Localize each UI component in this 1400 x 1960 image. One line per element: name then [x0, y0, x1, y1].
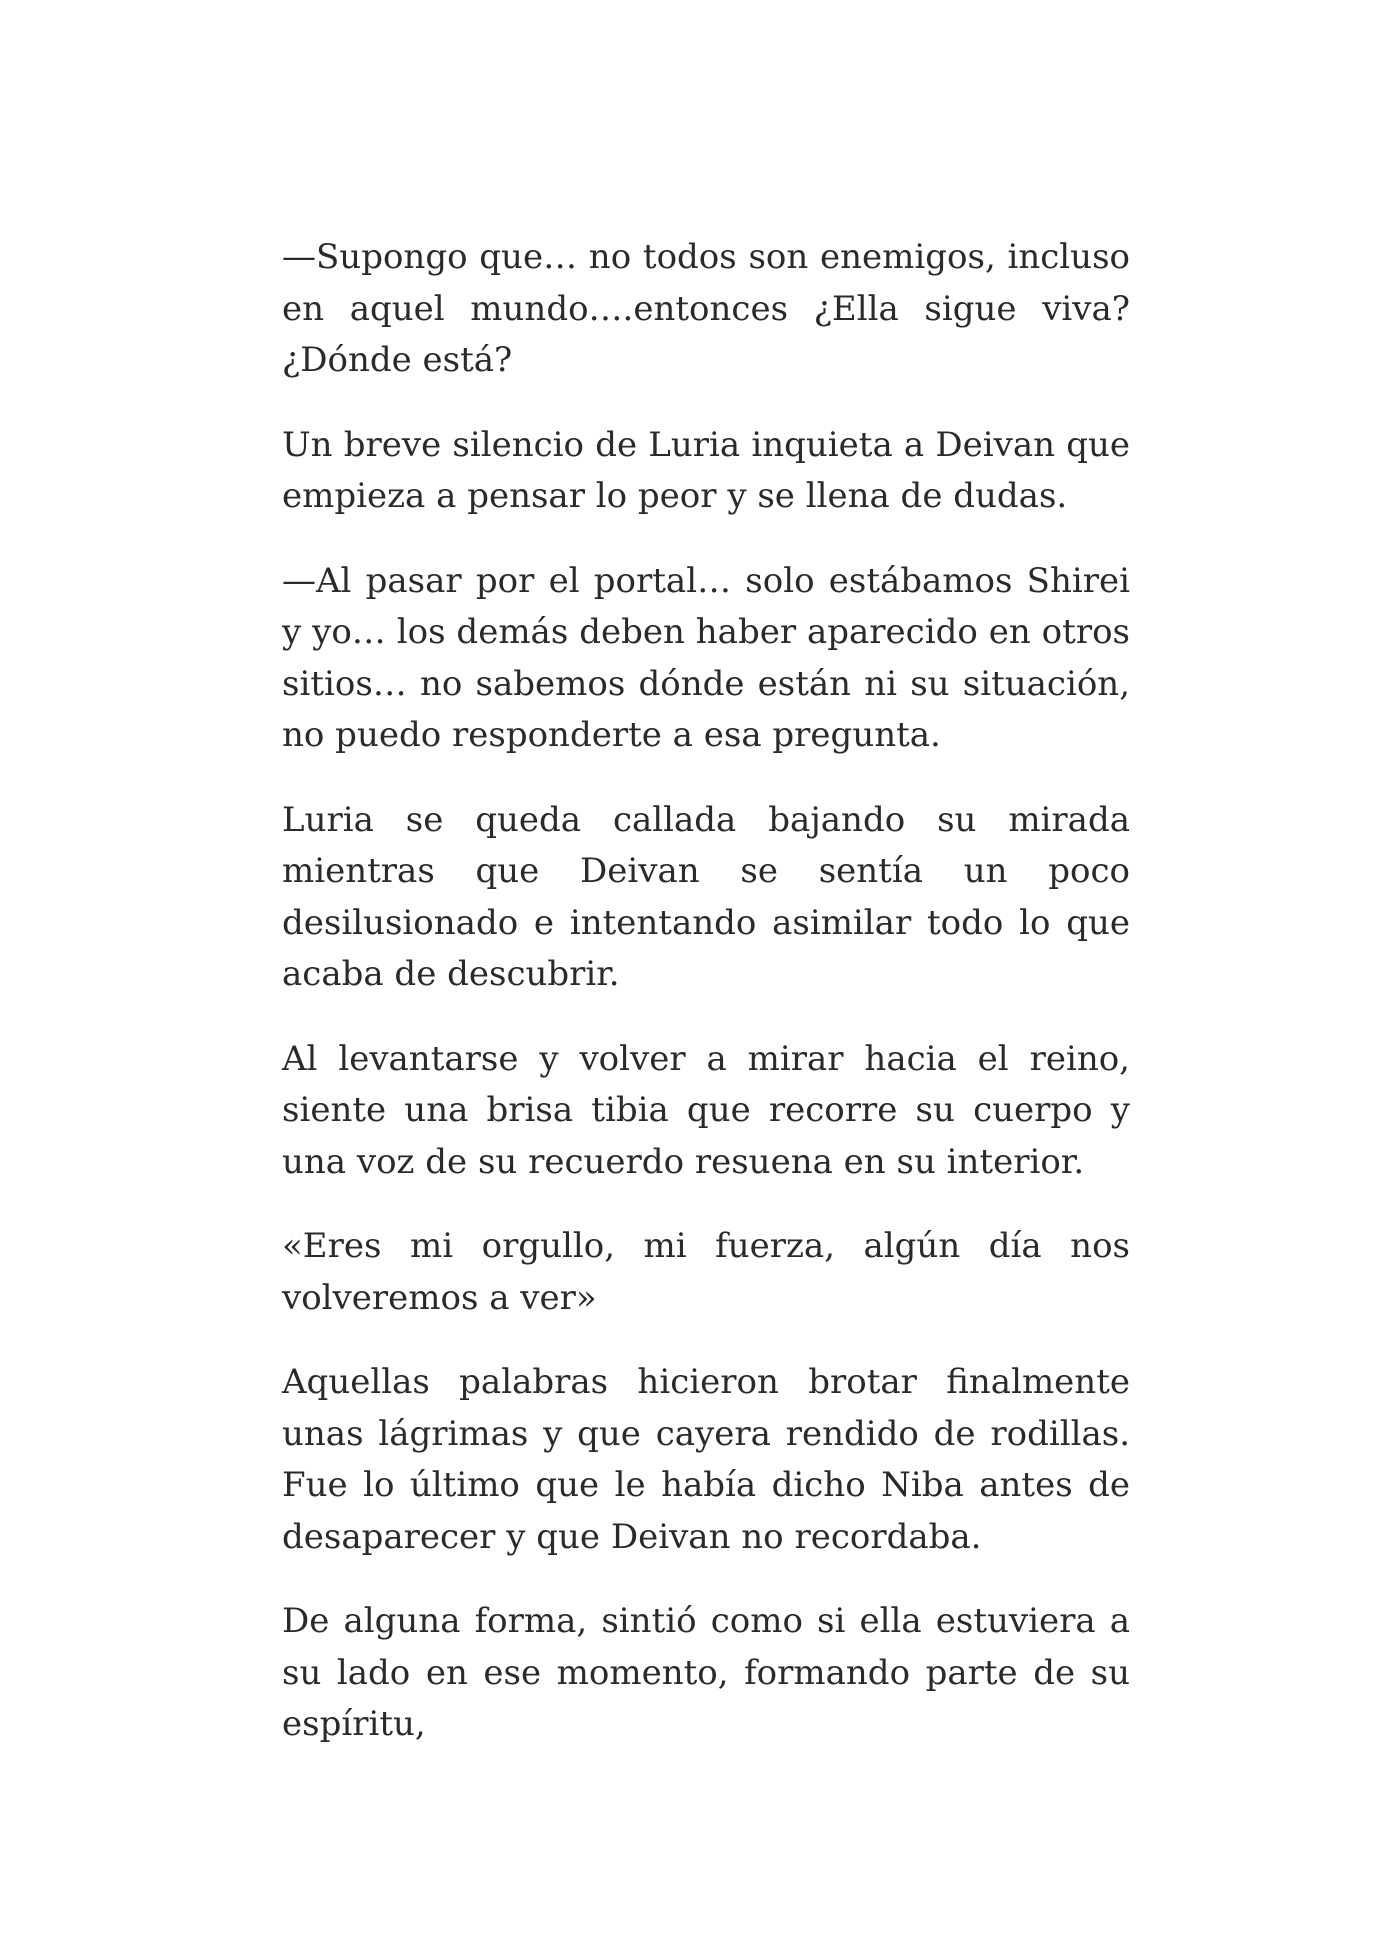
paragraph-1: —Supongo que… no todos son enemigos, incluso en aquel mundo….entonces ¿Ella sigue viva? ¿Dónde está? — [282, 237, 1130, 380]
paragraph-2: Un breve silencio de Luria inquieta a Deivan que empieza a pensar lo peor y se llena de dudas. — [282, 424, 1130, 516]
paragraph-4: Luria se queda callada bajando su mirada mientras que Deivan se sentía un poco desilusionado e intentando asimilar todo lo que acaba de descubrir. — [282, 799, 1130, 994]
paragraph-6: «Eres mi orgullo, mi fuerza, algún día nos volveremos a ver» — [282, 1226, 1130, 1318]
page-text — [282, 232, 1130, 1784]
paragraph-8: De alguna forma, sintió como si ella estuviera a su lado en ese momento, formando parte de su espíritu, — [282, 1601, 1130, 1744]
paragraph-5: Al levantarse y volver a mirar hacia el reino, siente una brisa tibia que recorre su cuerpo y una voz de su recuerdo resuena en su interior. — [282, 1038, 1130, 1182]
paragraph-3: —Al pasar por el portal… solo estábamos Shirei y yo… los demás deben haber aparecido en otros sitios… no sabemos dónde están ni su situación, no puedo responderte a esa pregunta. — [282, 560, 1130, 755]
paragraph-7: Aquellas palabras hicieron brotar finalmente unas lágrimas y que cayera rendido de rodillas. Fue lo último que le había dicho Niba antes de desaparecer y que Deivan no recordaba. — [282, 1362, 1130, 1557]
